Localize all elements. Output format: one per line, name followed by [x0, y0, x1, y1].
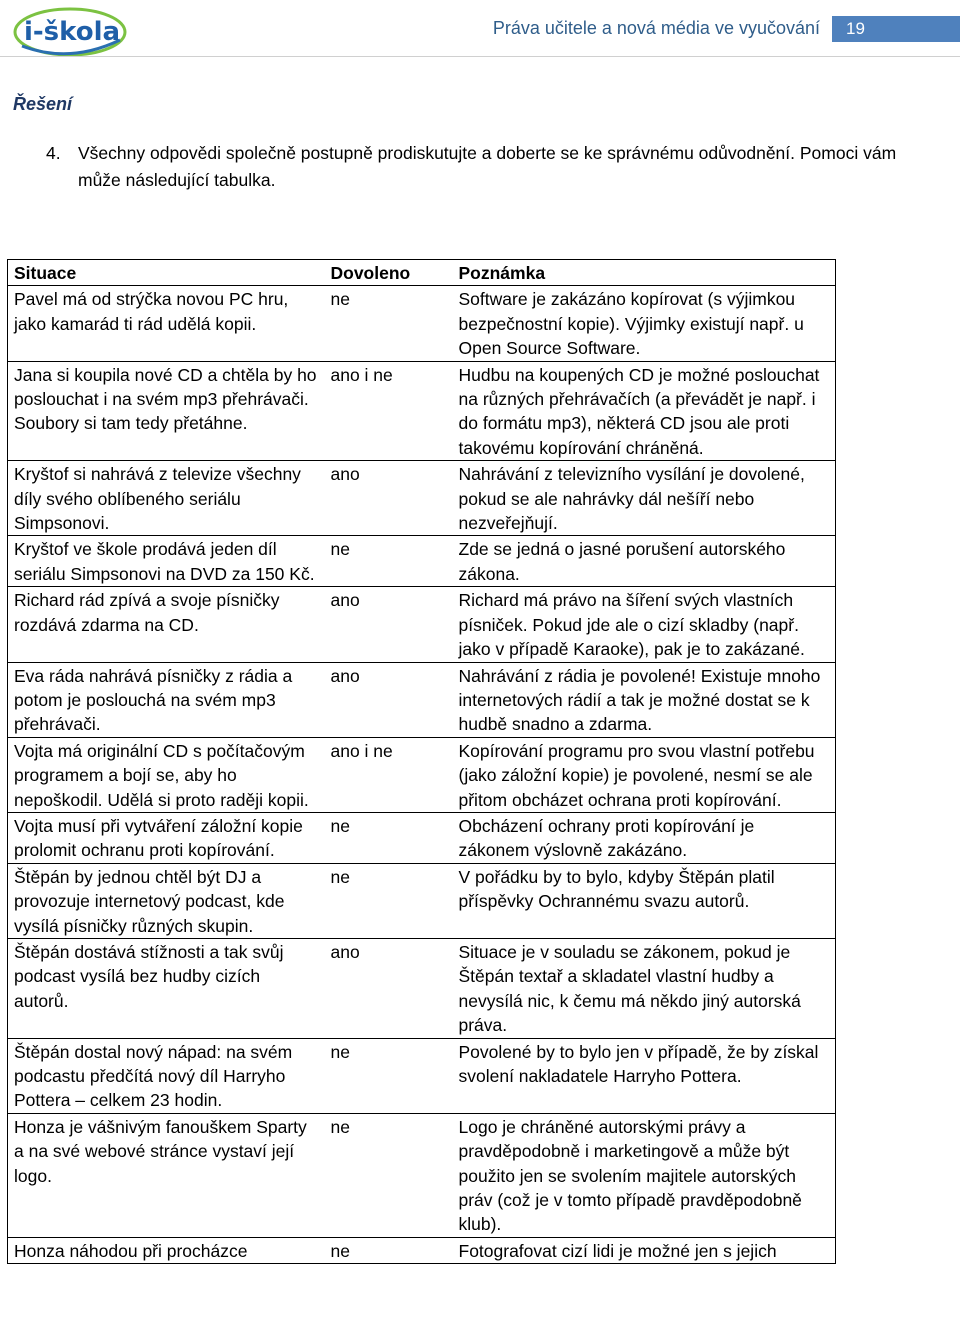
table-row — [8, 361, 836, 461]
cell-situation: Kryštof ve škole prodává jeden díl seriálu Simpsonovi na DVD za 150 Kč. — [8, 536, 325, 587]
cell-allowed: ne — [325, 536, 453, 587]
cell-situation: Štěpán dostal nový nápad: na svém podcastu předčítá nový díl Harryho Pottera – celkem 23 hodin. — [8, 1038, 325, 1113]
cell-note: Zde se jedná o jasné porušení autorského zákona. — [453, 536, 836, 587]
table-row — [8, 662, 836, 737]
cell-note: Obcházení ochrany proti kopírování je zákonem výslovně zakázáno. — [453, 812, 836, 863]
cell-allowed: ano — [325, 461, 453, 536]
cell-allowed: ne — [325, 863, 453, 938]
cell-allowed: ne — [325, 286, 453, 361]
cell-situation: Vojta musí při vytváření záložní kopie prolomit ochranu proti kopírování. — [8, 812, 325, 863]
cell-allowed: ano — [325, 662, 453, 737]
table-row — [8, 587, 836, 662]
table-header-row — [8, 260, 836, 286]
cell-situation: Štěpán dostává stížnosti a tak svůj podcast vysílá bez hudby cizích autorů. — [8, 938, 325, 1038]
i-skola-logo — [12, 6, 128, 58]
cell-allowed: ne — [325, 1237, 453, 1263]
cell-allowed: ne — [325, 1038, 453, 1113]
cell-note: Software je zakázáno kopírovat (s výjimkou bezpečnostní kopie). Výjimky existují např. u Open Source Software. — [453, 286, 836, 361]
table-row — [8, 812, 836, 863]
table-row — [8, 461, 836, 536]
cell-allowed: ano i ne — [325, 361, 453, 461]
table-row — [8, 938, 836, 1038]
table-row — [8, 1237, 836, 1263]
cell-allowed: ne — [325, 1113, 453, 1237]
table-row — [8, 536, 836, 587]
cell-note: V pořádku by to bylo, kdyby Štěpán platil příspěvky Ochrannému svazu autorů. — [453, 863, 836, 938]
cell-note: Nahrávání z rádia je povolené! Existuje mnoho internetových rádií a tak je možné dostat se k hudbě snadno a zdarma. — [453, 662, 836, 737]
document-header-title: Práva učitele a nová média ve vyučování — [492, 18, 820, 38]
table-row — [8, 737, 836, 812]
cell-situation: Vojta má originální CD s počítačovým programem a bojí se, aby ho nepoškodil. Udělá si proto raději kopii. — [8, 737, 325, 812]
cell-note: Logo je chráněné autorskými právy a pravděpodobně i marketingově a může být použito jen se svolením majitele autorských práv (což je v tomto případě pravděpodobně klub). — [453, 1113, 836, 1237]
column-header-note: Poznámka — [453, 260, 836, 286]
svg-text:i-škola: i-škola — [23, 17, 121, 47]
cell-note: Kopírování programu pro svou vlastní potřebu (jako záložní kopie) je povolené, nesmí se ale přitom obcházet ochrana proti kopírování. — [453, 737, 836, 812]
cell-note: Povolené by to bylo jen v případě, že by získal svolení nakladatele Harryho Pottera. — [453, 1038, 836, 1113]
cell-note: Richard má právo na šíření svých vlastních písniček. Pokud jde ale o cizí skladby (např. jako v případě Karaoke), pak je to zakázané. — [453, 587, 836, 662]
cell-situation: Pavel má od strýčka novou PC hru, jako kamarád ti rád udělá kopii. — [8, 286, 325, 361]
cell-situation: Eva ráda nahrává písničky z rádia a potom je poslouchá na svém mp3 přehrávači. — [8, 662, 325, 737]
column-header-allowed: Dovoleno — [325, 260, 453, 286]
cell-situation: Honza je vášnivým fanouškem Sparty a na své webové stránce vystaví její logo. — [8, 1113, 325, 1237]
cell-situation: Richard rád zpívá a svoje písničky rozdává zdarma na CD. — [8, 587, 325, 662]
table-row — [8, 1038, 836, 1113]
cell-allowed: ano i ne — [325, 737, 453, 812]
cell-situation: Honza náhodou při procházce — [8, 1237, 325, 1263]
header-divider — [0, 56, 960, 57]
cell-note: Nahrávání z televizního vysílání je dovolené, pokud se ale nahrávky dál nešíří nebo nezveřejňují. — [453, 461, 836, 536]
situations-table — [7, 259, 836, 1264]
cell-allowed: ne — [325, 812, 453, 863]
cell-allowed: ano — [325, 587, 453, 662]
task-text: Všechny odpovědi společně postupně prodiskutujte a doberte se ke správnému odůvodnění. Pomoci vám může následující tabulka. — [78, 143, 897, 190]
cell-note: Hudbu na koupených CD je možné poslouchat na různých přehrávačích (a převádět je např. i do formátu mp3), některá CD jsou ale proti takovému kopírování chráněná. — [453, 361, 836, 461]
cell-note: Situace je v souladu se zákonem, pokud je Štěpán textař a skladatel vlastní hudby a nevysílá nic, k čemu má někdo jiný autorská práva. — [453, 938, 836, 1038]
cell-note: Fotografovat cizí lidi je možné jen s jejich — [453, 1237, 836, 1263]
cell-situation: Jana si koupila nové CD a chtěla by ho poslouchat i na svém mp3 přehrávači. Soubory si tam tedy přetáhne. — [8, 361, 325, 461]
table-row — [8, 1113, 836, 1237]
cell-allowed: ano — [325, 938, 453, 1038]
table-row — [8, 286, 836, 361]
column-header-situation: Situace — [8, 260, 325, 286]
page-number: 19 — [832, 16, 960, 42]
task-item — [46, 140, 918, 194]
task-number: 4. — [46, 143, 61, 163]
table-row — [8, 863, 836, 938]
cell-situation: Štěpán by jednou chtěl být DJ a provozuje internetový podcast, kde vysílá písničky různých skupin. — [8, 863, 325, 938]
cell-situation: Kryštof si nahrává z televize všechny díly svého oblíbeného seriálu Simpsonovi. — [8, 461, 325, 536]
section-heading: Řešení — [13, 94, 73, 114]
